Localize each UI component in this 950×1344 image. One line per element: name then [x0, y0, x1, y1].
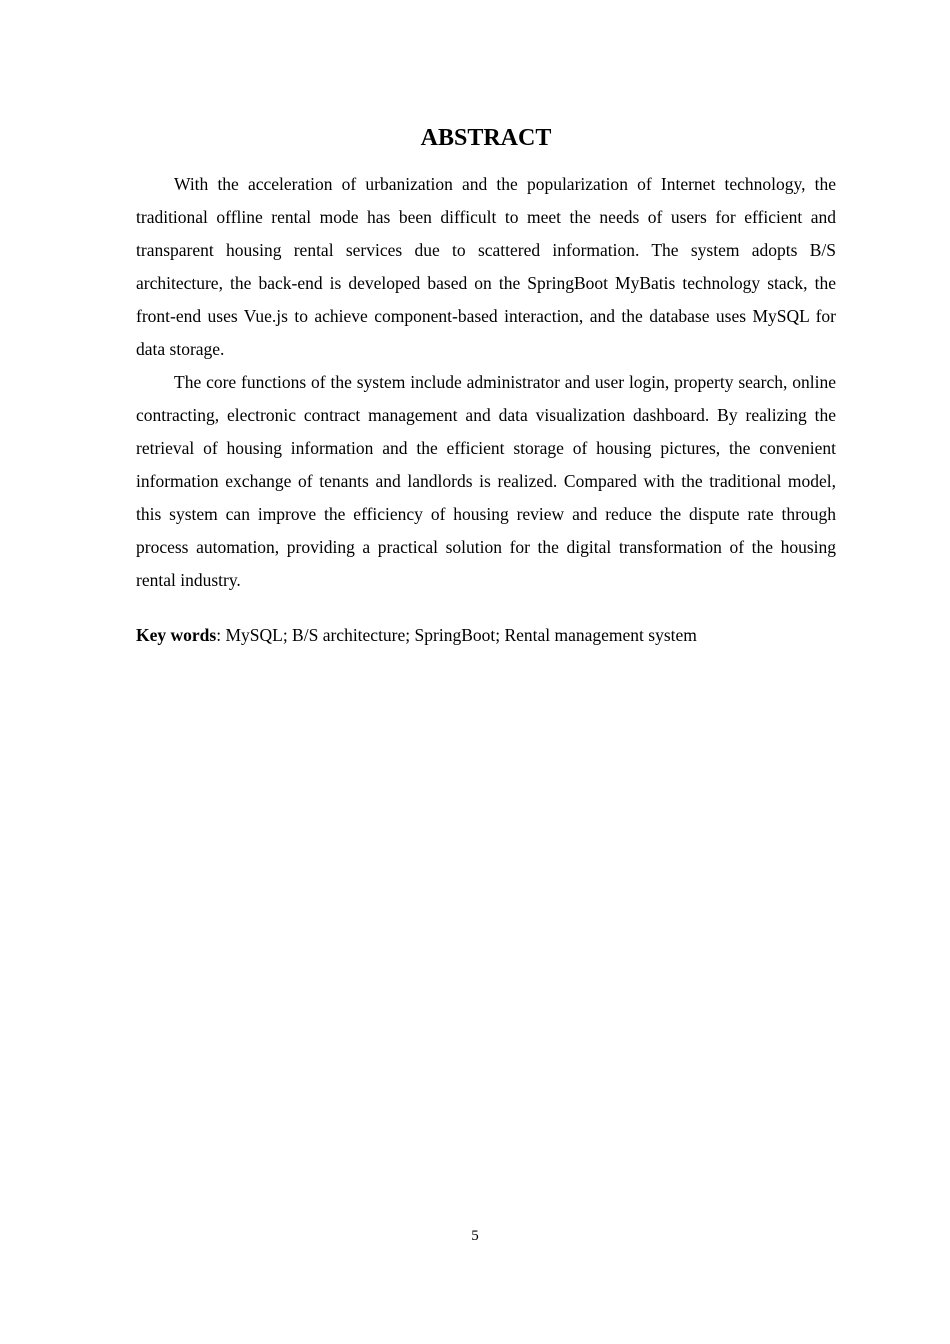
keywords-separator: :	[216, 625, 226, 645]
abstract-paragraph-2: The core functions of the system include administrator and user login, property search, online contracting, electronic contract management and data visualization dashboard. By realizing the retrieval of housing information and the efficient storage of housing pictures, the convenient information exchange of tenants and landlords is realized. Compared with the traditional model, this system can improve the efficiency of housing review and reduce the dispute rate through process automation, providing a practical solution for the digital transformation of the housing rental industry.	[136, 372, 836, 590]
abstract-title: ABSTRACT	[420, 125, 552, 151]
keywords-text: MySQL; B/S architecture; SpringBoot; Rental management system	[225, 625, 697, 645]
keywords-line	[136, 619, 836, 652]
page-content	[136, 120, 836, 652]
page-number: 5	[471, 1228, 479, 1244]
keywords-label: Key words	[136, 625, 217, 645]
abstract-paragraph-1: With the acceleration of urbanization and the popularization of Internet technology, the traditional offline rental mode has been difficult to meet the needs of users for efficient and transparent housing rental services due to scattered information. The system adopts B/S architecture, the back-end is developed based on the SpringBoot MyBatis technology stack, the front-end uses Vue.js to achieve component-based interaction, and the database uses MySQL for data storage.	[136, 174, 836, 359]
